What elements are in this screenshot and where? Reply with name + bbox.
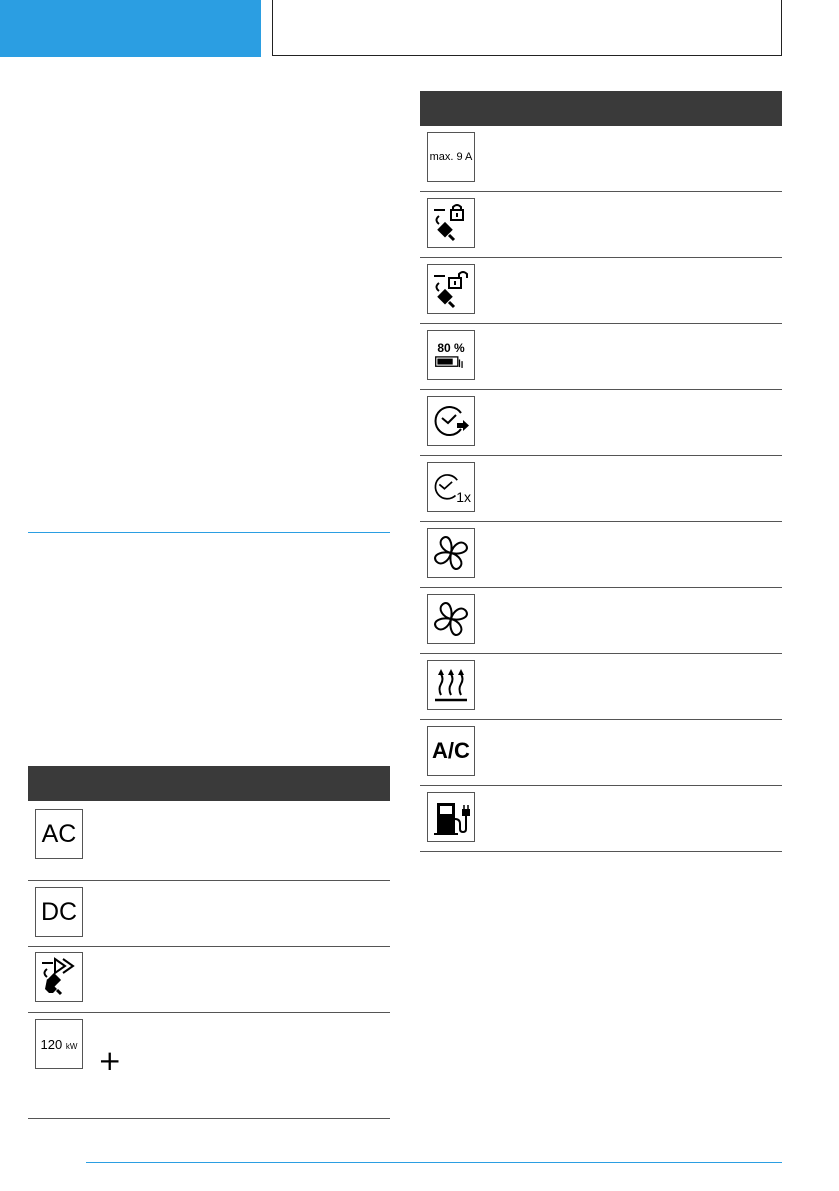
table-row: [420, 258, 782, 324]
table-row: [28, 1013, 390, 1119]
table-row: [420, 786, 782, 852]
heating-icon: [427, 660, 475, 710]
chapter-tab: [0, 0, 261, 57]
table-row: [28, 947, 390, 1013]
ac-icon: [35, 809, 83, 859]
power-kw-icon: [35, 1019, 83, 1069]
section-divider: [28, 532, 390, 533]
plus-symbol: +: [98, 1044, 122, 1077]
ac-climate-label: A/C: [432, 738, 470, 763]
table-row: [420, 390, 782, 456]
charging-station-icon: [427, 792, 475, 842]
dc-icon: [35, 887, 83, 937]
power-unit: kW: [65, 1041, 78, 1051]
plug-locked-icon: [427, 198, 475, 248]
left-symbol-table: [28, 766, 390, 1119]
table-row: [420, 522, 782, 588]
plug-unlocked-icon: [427, 264, 475, 314]
table-row: [420, 324, 782, 390]
ac-label: AC: [41, 819, 77, 848]
table-row: [28, 801, 390, 881]
battery-target-icon: [427, 330, 475, 380]
table-row: [420, 126, 782, 192]
table-row: [420, 456, 782, 522]
current-limit-label: max. 9 A: [429, 151, 473, 163]
power-value: 120: [40, 1036, 63, 1052]
plug-fast-charge-icon: [35, 952, 83, 1002]
table-row: [28, 881, 390, 947]
timer-once-label: 1x: [456, 489, 471, 505]
right-symbol-table: [420, 91, 782, 852]
table-header: [28, 766, 390, 801]
table-row: [420, 192, 782, 258]
footer-rule: [86, 1162, 782, 1163]
fan-icon: [427, 528, 475, 578]
battery-percent: 80 %: [437, 341, 465, 355]
table-header: [420, 91, 782, 126]
header-box: [272, 0, 782, 56]
ac-climate-icon: [427, 726, 475, 776]
fan-alt-icon: [427, 594, 475, 644]
timer-once-icon: [427, 462, 475, 512]
dc-label: DC: [40, 897, 78, 926]
table-row: [420, 654, 782, 720]
table-row: [420, 720, 782, 786]
current-limit-icon: [427, 132, 475, 182]
table-row: [420, 588, 782, 654]
departure-timer-icon: [427, 396, 475, 446]
